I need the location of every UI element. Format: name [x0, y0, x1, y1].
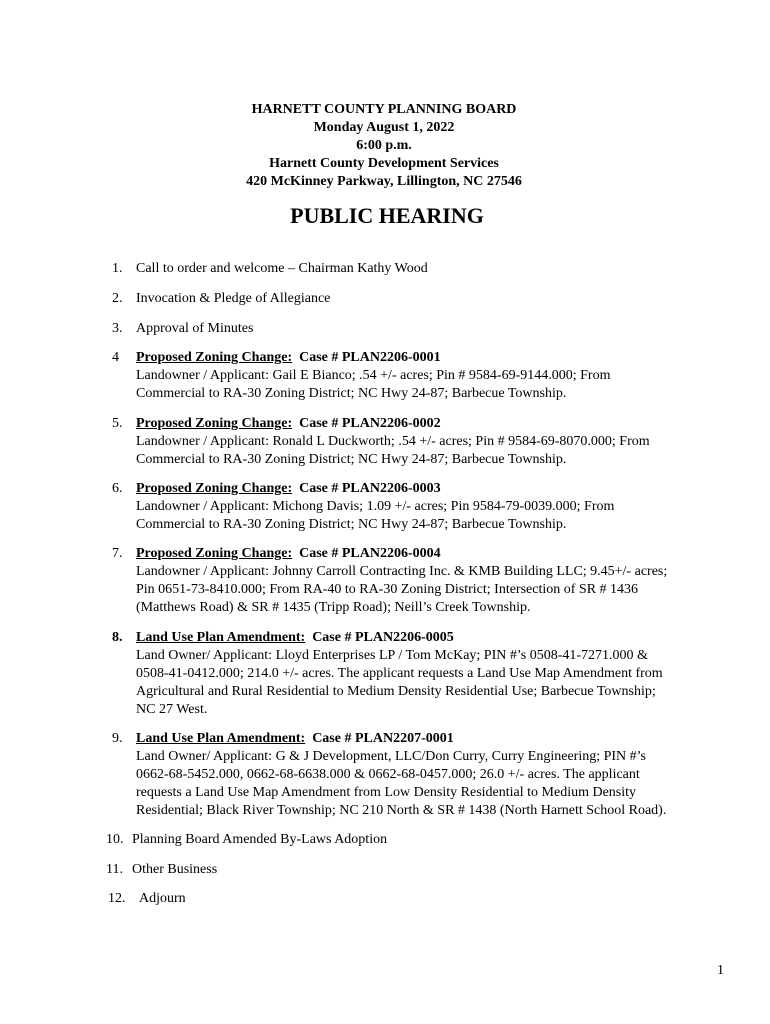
detail-line: Pin 0651-73-8410.000; From RA-40 to RA-30 Zoning District; Intersection of SR # 1436: [136, 582, 639, 597]
meeting-header: [0, 101, 770, 191]
agenda-item-text: Adjourn: [139, 891, 186, 906]
detail-line: Landowner / Applicant: Gail E Bianco; .54 +/- acres; Pin # 9584-69-9144.000; From: [136, 368, 611, 383]
detail-line: (Matthews Road) & SR # 1435 (Tripp Road); Neill’s Creek Township.: [136, 600, 531, 615]
agenda-item-number: 8.: [112, 630, 123, 645]
agenda-item-body: [136, 349, 726, 403]
agenda-item-number: 3.: [112, 321, 123, 336]
header-date: Monday August 1, 2022: [313, 120, 455, 135]
case-number: Case # PLAN2206-0004: [299, 546, 441, 561]
agenda-item-number: 10.: [106, 832, 124, 847]
detail-line: Residential; Black River Township; NC 210 North & SR # 1438 (North Harnett School Road).: [136, 803, 667, 818]
case-number: Case # PLAN2206-0003: [299, 481, 441, 496]
heading-label: Land Use Plan Amendment:: [136, 731, 306, 746]
agenda-item-text: Call to order and welcome – Chairman Kathy Wood: [136, 261, 428, 276]
agenda-item-body: [136, 415, 726, 469]
detail-line: Commercial to RA-30 Zoning District; NC Hwy 24-87; Barbecue Township.: [136, 517, 567, 532]
agenda-item-number: 12.: [108, 891, 126, 906]
detail-line: Agricultural and Rural Residential to Medium Density Residential Use; Barbecue Township;: [136, 684, 656, 699]
detail-line: Land Owner/ Applicant: G & J Development, LLC/Don Curry, Curry Engineering; PIN #’s: [136, 749, 647, 764]
detail-line: Commercial to RA-30 Zoning District; NC Hwy 24-87; Barbecue Township.: [136, 386, 567, 401]
page-title: PUBLIC HEARING: [290, 203, 484, 228]
agenda-item-number: 6.: [112, 481, 123, 496]
agenda-item-heading: [136, 415, 726, 433]
agenda-item-heading: [136, 545, 726, 563]
page-number: 1: [717, 963, 724, 978]
detail-line: Landowner / Applicant: Michong Davis; 1.09 +/- acres; Pin 9584-79-0039.000; From: [136, 499, 615, 514]
agenda-item-text: Approval of Minutes: [136, 321, 254, 336]
agenda-item-text: Other Business: [132, 862, 218, 877]
case-number: Case # PLAN2206-0001: [299, 350, 441, 365]
header-address: 420 McKinney Parkway, Lillington, NC 27546: [246, 174, 522, 189]
agenda-item-number: 7.: [112, 546, 123, 561]
agenda-item-heading: [136, 349, 726, 367]
agenda-item-body: [136, 629, 726, 719]
heading-label: Proposed Zoning Change:: [136, 481, 293, 496]
heading-label: Proposed Zoning Change:: [136, 546, 293, 561]
agenda-item-heading: [136, 480, 726, 498]
agenda-item-body: [136, 545, 726, 617]
agenda-item-number: 1.: [112, 261, 123, 276]
agenda-item-text: Invocation & Pledge of Allegiance: [136, 291, 331, 306]
detail-line: NC 27 West.: [136, 702, 208, 717]
detail-line: Commercial to RA-30 Zoning District; NC Hwy 24-87; Barbecue Township.: [136, 452, 567, 467]
detail-line: Landowner / Applicant: Ronald L Duckworth; .54 +/- acres; Pin # 9584-69-8070.000; From: [136, 434, 650, 449]
heading-label: Proposed Zoning Change:: [136, 416, 293, 431]
agenda-item-number: 2.: [112, 291, 123, 306]
header-venue: Harnett County Development Services: [269, 156, 499, 171]
detail-line: requests a Land Use Map Amendment from Low Density Residential to Medium Density: [136, 785, 637, 800]
case-number: Case # PLAN2206-0005: [312, 630, 454, 645]
agenda-item-body: [136, 730, 726, 820]
heading-label: Proposed Zoning Change:: [136, 350, 293, 365]
agenda-item-heading: [136, 730, 726, 748]
agenda-item-number: 11.: [106, 862, 123, 877]
detail-line: Land Owner/ Applicant: Lloyd Enterprises LP / Tom McKay; PIN #’s 0508-41-7271.000 &: [136, 648, 648, 663]
header-time: 6:00 p.m.: [356, 138, 412, 153]
agenda-item-heading: [136, 629, 726, 647]
case-number: Case # PLAN2206-0002: [299, 416, 441, 431]
agenda-item-number: 9.: [112, 731, 123, 746]
heading-label: Land Use Plan Amendment:: [136, 630, 306, 645]
agenda-item-number: 5.: [112, 416, 123, 431]
detail-line: 0508-41-0412.000; 214.0 +/- acres. The applicant requests a Land Use Map Amendment from: [136, 666, 663, 681]
header-board-name: HARNETT COUNTY PLANNING BOARD: [251, 102, 517, 117]
agenda-item-body: [136, 480, 726, 534]
detail-line: Landowner / Applicant: Johnny Carroll Contracting Inc. & KMB Building LLC; 9.45+/- acres;: [136, 564, 668, 579]
agenda-item-number: 4: [112, 350, 119, 365]
case-number: Case # PLAN2207-0001: [312, 731, 454, 746]
agenda-item-text: Planning Board Amended By-Laws Adoption: [132, 832, 388, 847]
detail-line: 0662-68-5452.000, 0662-68-6638.000 & 0662-68-0457.000; 26.0 +/- acres. The applicant: [136, 767, 640, 782]
